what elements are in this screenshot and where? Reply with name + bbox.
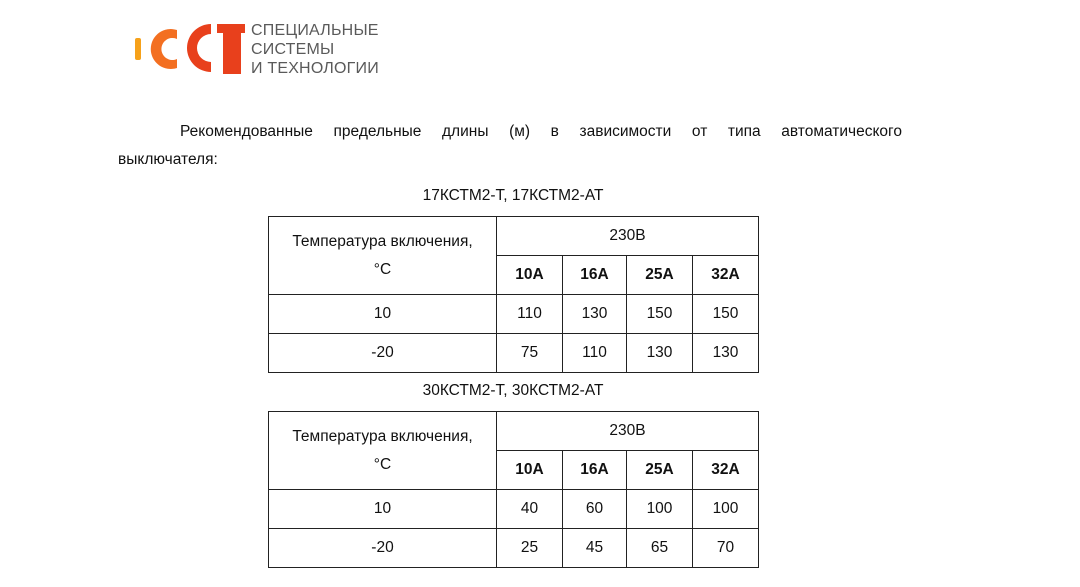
temperature-header (269, 217, 497, 295)
intro-line-1: Рекомендованные предельные длины (м) в зависимости от типа автоматического (180, 123, 902, 140)
logo-line: И ТЕХНОЛОГИИ (251, 60, 379, 77)
table-row (269, 295, 759, 334)
current-header: 25А (627, 256, 693, 295)
current-header: 16А (563, 256, 627, 295)
logo-line: СПЕЦИАЛЬНЫЕ (251, 22, 379, 39)
temperature-cell: 10 (269, 490, 497, 529)
current-header: 16А (563, 451, 627, 490)
length-cell: 130 (693, 334, 759, 373)
length-cell: 75 (497, 334, 563, 373)
logo-line: СИСТЕМЫ (251, 41, 335, 58)
length-cell: 130 (627, 334, 693, 373)
length-cell: 150 (693, 295, 759, 334)
length-cell: 65 (627, 529, 693, 568)
temperature-header-line1: Температура включения, (292, 427, 473, 445)
intro-paragraph (118, 118, 902, 174)
temperature-cell: -20 (269, 529, 497, 568)
current-header: 10А (497, 256, 563, 295)
length-cell: 100 (627, 490, 693, 529)
length-cell: 70 (693, 529, 759, 568)
table-2 (268, 411, 759, 568)
length-cell: 45 (563, 529, 627, 568)
voltage-header: 230В (497, 412, 759, 451)
current-header: 32А (693, 256, 759, 295)
length-cell: 25 (497, 529, 563, 568)
length-cell: 130 (563, 295, 627, 334)
current-header: 32А (693, 451, 759, 490)
table-row (269, 334, 759, 373)
table-2-caption: 30КСТМ2-Т, 30КСТМ2-АТ (422, 382, 604, 399)
length-cell: 110 (497, 295, 563, 334)
length-cell: 110 (563, 334, 627, 373)
table-row (269, 529, 759, 568)
temperature-cell: -20 (269, 334, 497, 373)
table-row (269, 490, 759, 529)
temperature-header-line2: °С (373, 455, 392, 473)
intro-line-2: выключателя: (118, 151, 218, 168)
temperature-header-line2: °С (373, 260, 392, 278)
ssi-logo-icon (133, 18, 245, 78)
logo-text (251, 21, 379, 78)
table-1 (268, 216, 759, 373)
length-cell: 40 (497, 490, 563, 529)
table-1-caption: 17КСТМ2-Т, 17КСТМ2-АТ (422, 187, 604, 204)
current-header: 25А (627, 451, 693, 490)
current-header: 10А (497, 451, 563, 490)
voltage-header: 230В (497, 217, 759, 256)
length-cell: 100 (693, 490, 759, 529)
temperature-header-line1: Температура включения, (292, 232, 473, 250)
temperature-cell: 10 (269, 295, 497, 334)
length-cell: 150 (627, 295, 693, 334)
length-cell: 60 (563, 490, 627, 529)
temperature-header (269, 412, 497, 490)
company-logo (133, 18, 393, 78)
